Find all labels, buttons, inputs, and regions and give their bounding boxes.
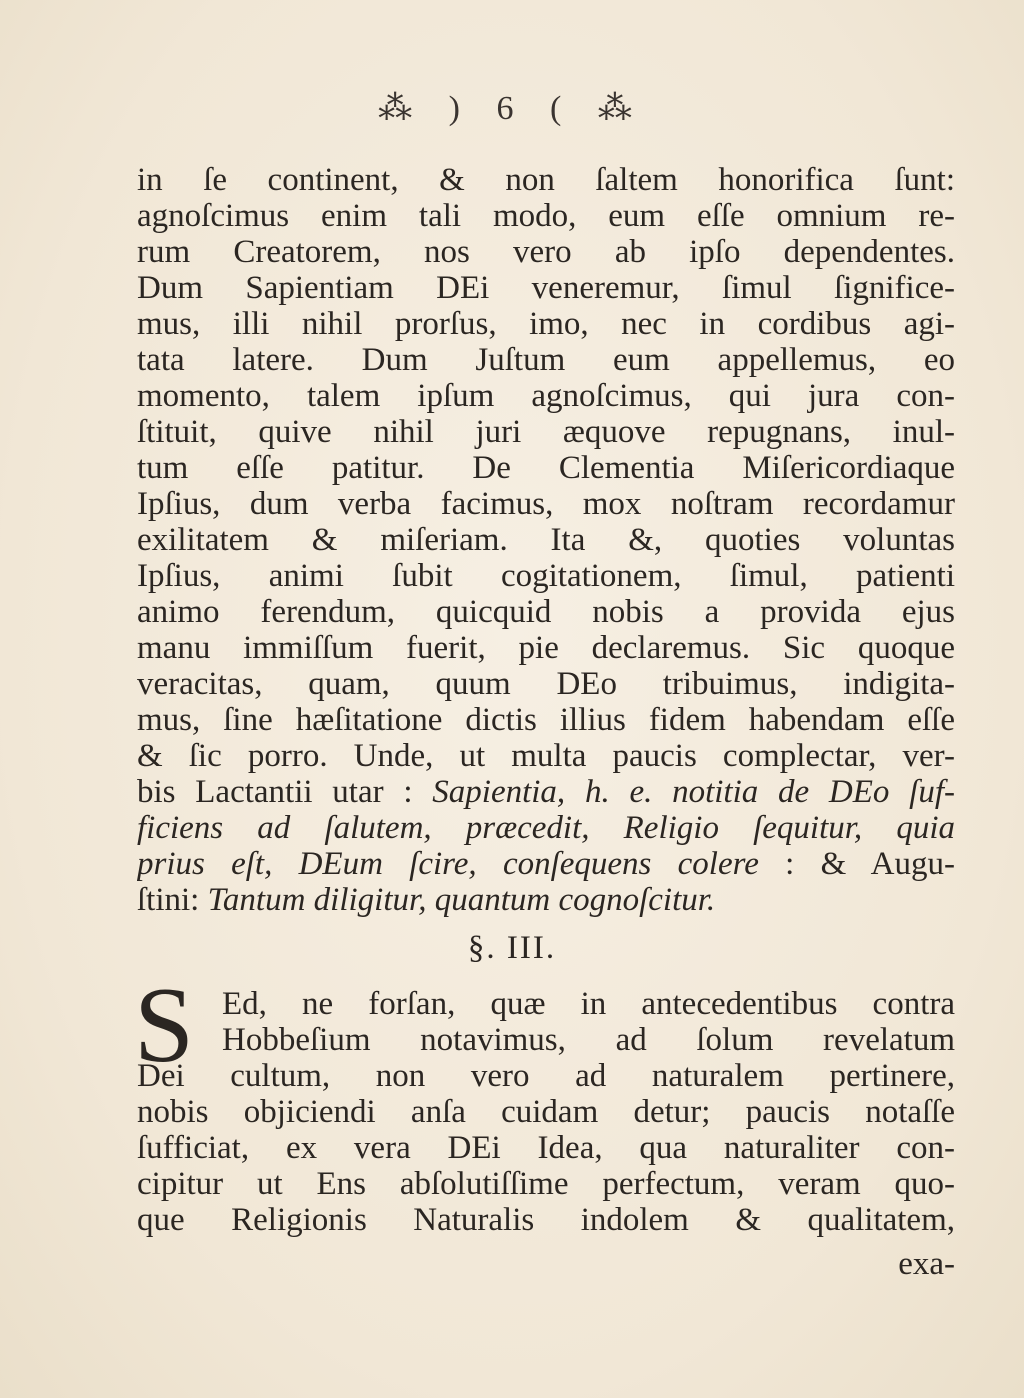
text-line: momento, talem ipſum agnoſcimus, qui jura con-	[137, 378, 955, 414]
text-line: agnoſcimus enim tali modo, eum eſſe omnium re-	[137, 198, 955, 234]
text-line: Dum Sapientiam DEi veneremur, ſimul ſignifice-	[137, 270, 955, 306]
text-line: in ſe continent, & non ſaltem honorifica ſunt:	[137, 162, 955, 198]
text-line: & ſic porro. Unde, ut multa paucis complectar, ver-	[137, 738, 955, 774]
text-line	[137, 880, 955, 920]
text-line	[137, 808, 955, 848]
text-line: ſtituit, quive nihil juri æquove repugnans, inul-	[137, 414, 955, 450]
line-text: ſtini:	[137, 882, 208, 918]
text-line	[137, 844, 955, 884]
text-line: veracitas, quam, quum DEo tribuimus, indigita-	[137, 666, 955, 702]
text-line: tata latere. Dum Juſtum eum appellemus, eo	[137, 342, 955, 378]
italic-quote: Tantum diligitur, quantum cognoſcitur.	[207, 882, 716, 918]
text-line: animo ferendum, quicquid nobis a provida ejus	[137, 594, 955, 630]
text-line: tum eſſe patitur. De Clementia Miſericordiaque	[137, 450, 955, 486]
line-text: : & Augu-	[785, 846, 955, 882]
page-header: ⁂ ) 6 ( ⁂	[378, 90, 646, 127]
text-line: Ed, ne forſan, quæ in antecedentibus contra	[222, 986, 955, 1022]
italic-quote: Sapientia, h. e. notitia de DEo ſuf-	[432, 774, 955, 810]
section-heading: §. III.	[467, 930, 557, 966]
drop-cap: S	[134, 966, 195, 1085]
italic-quote: ficiens ad ſalutem, præcedit, Religio ſequitur, quia	[137, 810, 955, 846]
text-line	[137, 772, 955, 812]
text-line: mus, illi nihil prorſus, imo, nec in cordibus agi-	[137, 306, 955, 342]
text-line: mus, ſine hæſitatione dictis illius fidem habendam eſſe	[137, 702, 955, 738]
text-line: ſufficiat, ex vera DEi Idea, qua naturaliter con-	[137, 1130, 955, 1166]
italic-quote: prius eſt, DEum ſcire, conſequens colere	[137, 846, 759, 882]
text-line: Ipſius, animi ſubit cogitationem, ſimul, patienti	[137, 558, 955, 594]
line-text: bis Lactantii utar :	[137, 774, 433, 810]
text-line: que Religionis Naturalis indolem & qualitatem,	[137, 1202, 955, 1238]
text-line: Hobbeſium notavimus, ad ſolum revelatum	[222, 1022, 955, 1058]
text-line: cipitur ut Ens abſolutiſſime perfectum, veram quo-	[137, 1166, 955, 1202]
text-line: nobis objiciendi anſa cuidam detur; paucis notaſſe	[137, 1094, 955, 1130]
text-line: exilitatem & miſeriam. Ita &, quoties voluntas	[137, 522, 955, 558]
text-line: manu immiſſum fuerit, pie declaremus. Sic quoque	[137, 630, 955, 666]
text-line: rum Creatorem, nos vero ab ipſo dependentes.	[137, 234, 955, 270]
catchword: exa-	[898, 1246, 955, 1282]
text-line: Dei cultum, non vero ad naturalem pertinere,	[137, 1058, 955, 1094]
text-line: Ipſius, dum verba facimus, mox noſtram recordamur	[137, 486, 955, 522]
